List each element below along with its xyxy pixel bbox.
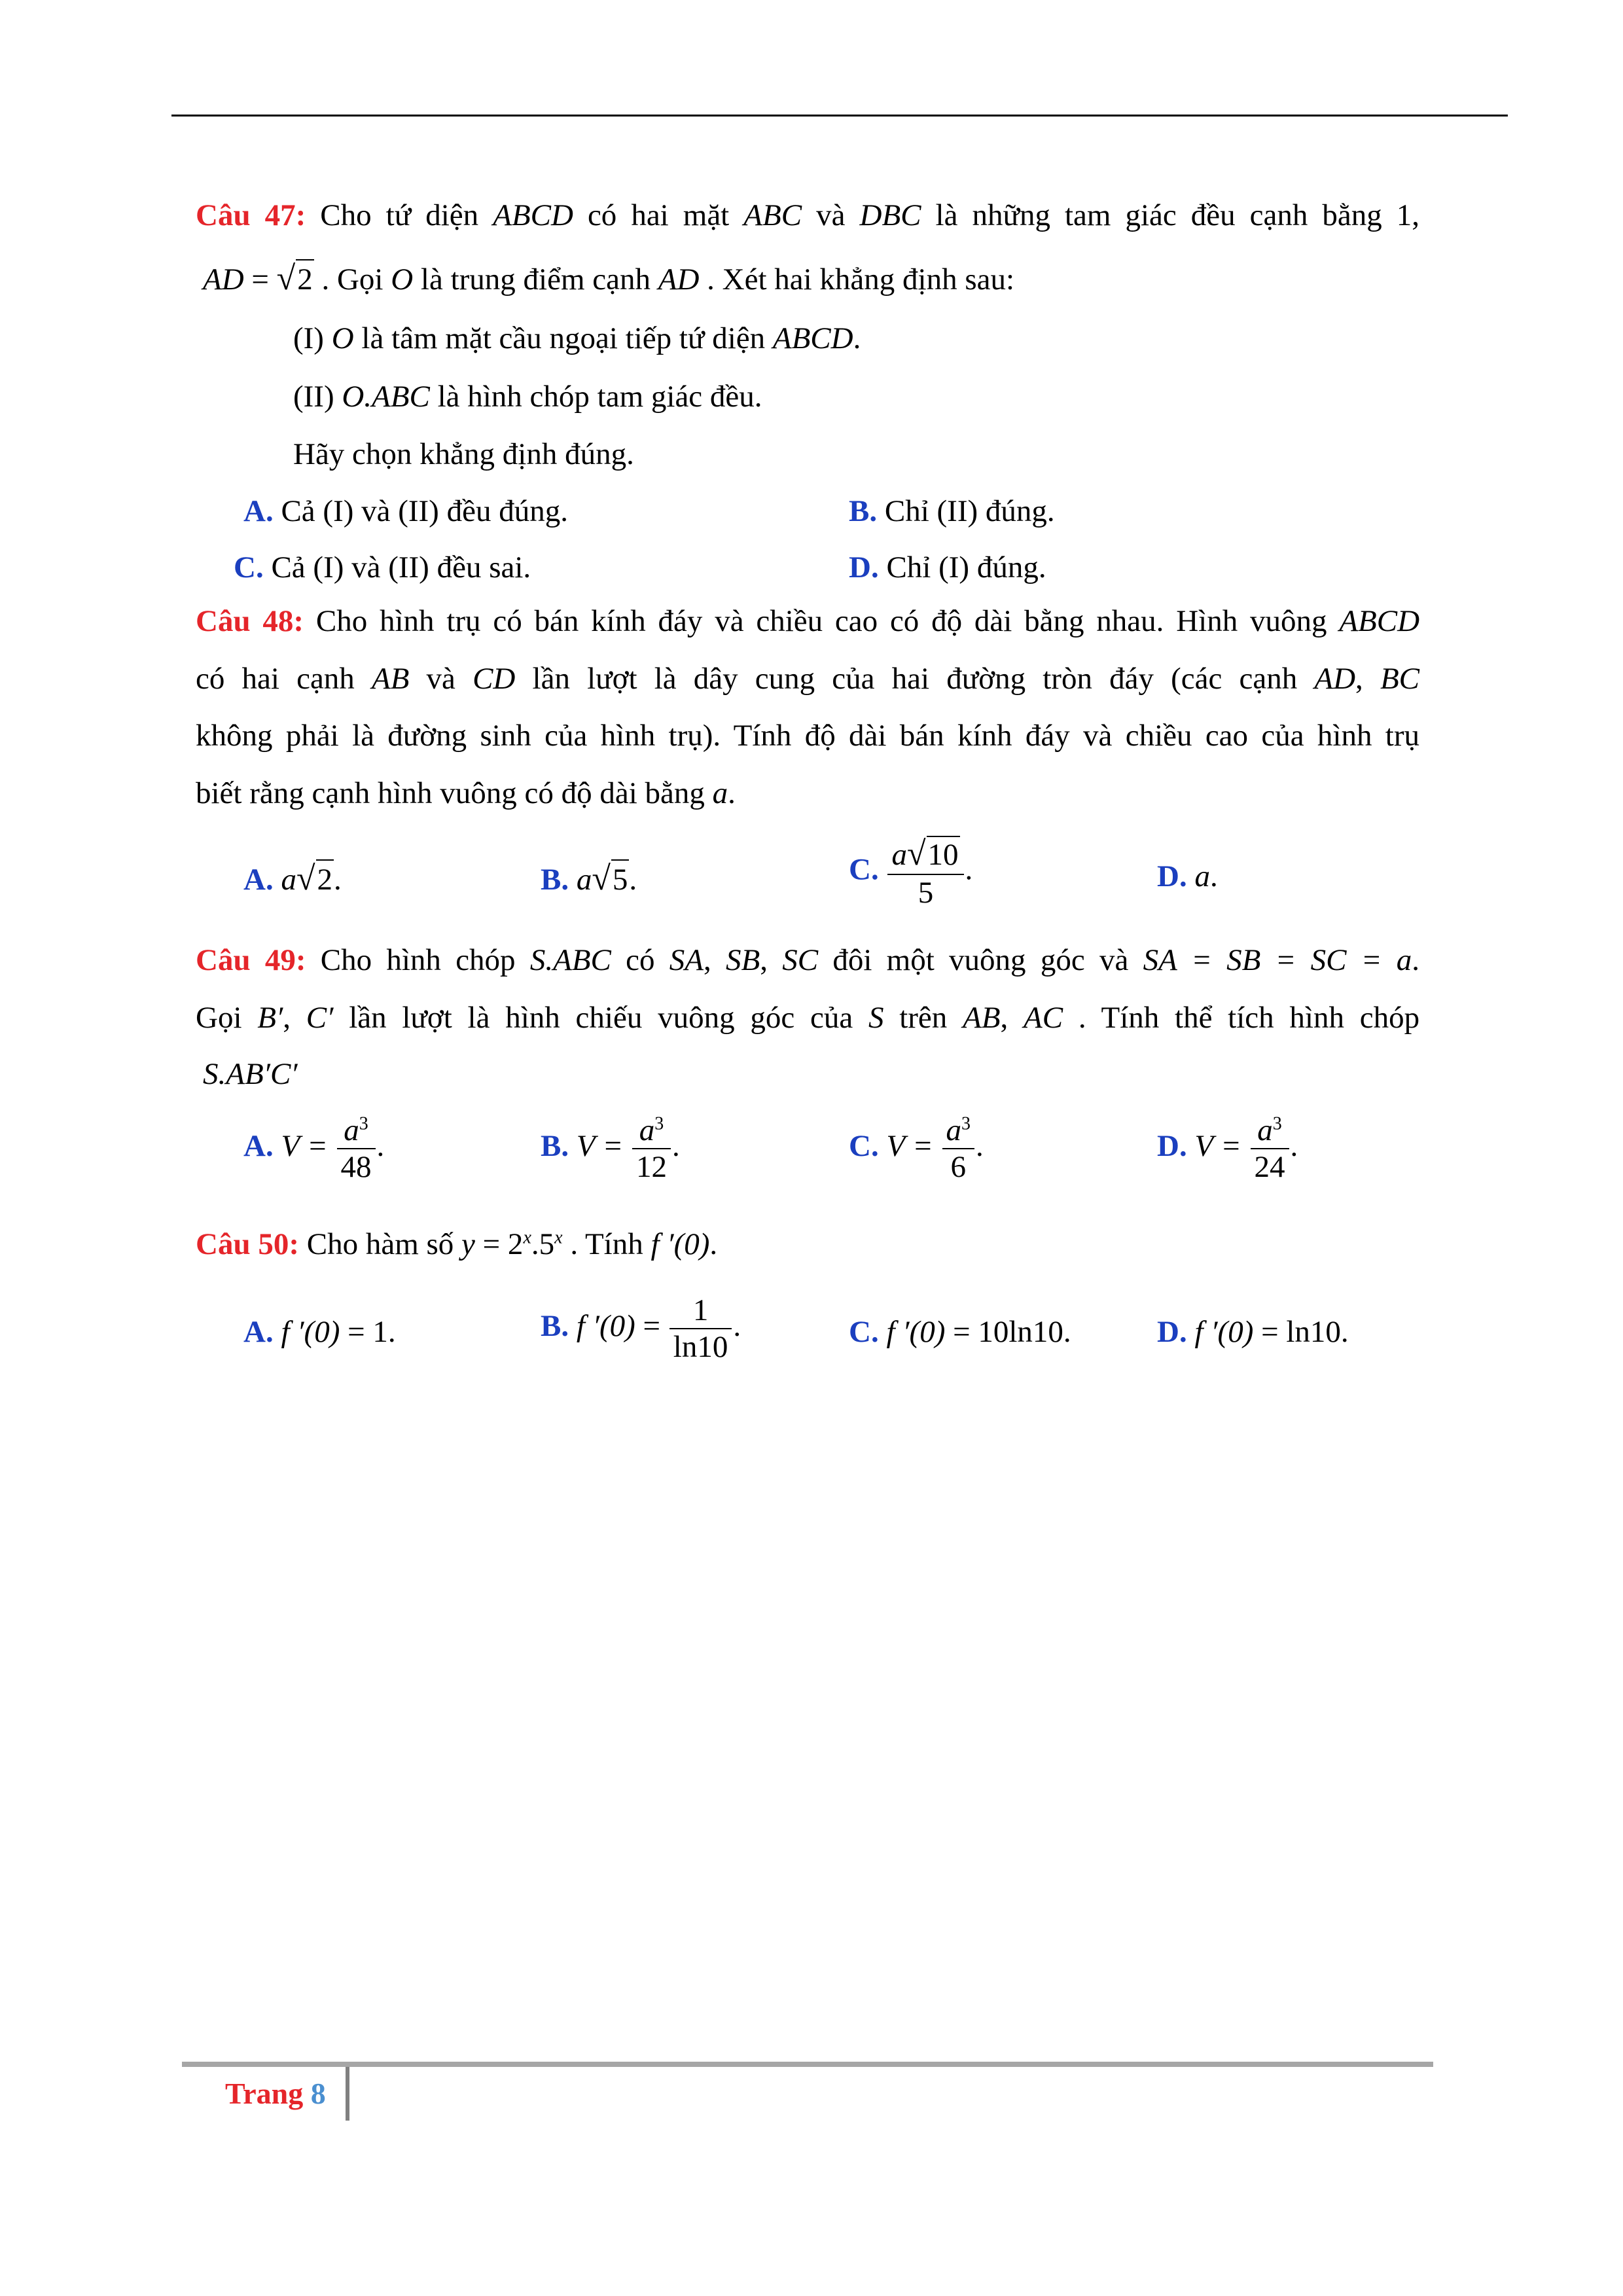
sqrt-symbol: √ bbox=[906, 835, 926, 872]
text: . bbox=[376, 1128, 385, 1163]
text: . bbox=[733, 1308, 741, 1343]
text: . Tính thể tích hình chóp bbox=[1078, 1001, 1420, 1035]
math: B′ bbox=[257, 1001, 283, 1035]
math: a bbox=[639, 1113, 655, 1147]
text: , bbox=[703, 943, 711, 977]
math: SA = SB = SC = a bbox=[1143, 943, 1412, 977]
fraction-numerator bbox=[887, 834, 963, 875]
math: AB bbox=[963, 1001, 1001, 1035]
exponent: x bbox=[554, 1227, 563, 1248]
option-label: C. bbox=[849, 852, 879, 887]
fraction-denominator: 24 bbox=[1254, 1150, 1285, 1185]
option-label: A. bbox=[243, 1128, 274, 1163]
fraction bbox=[887, 834, 963, 910]
math: f ′(0) bbox=[281, 1315, 340, 1349]
fraction bbox=[942, 1113, 975, 1185]
exponent: 3 bbox=[1272, 1113, 1282, 1134]
question-label: Câu 49: bbox=[196, 943, 306, 977]
fraction bbox=[337, 1113, 376, 1185]
math: ABCD bbox=[772, 321, 853, 355]
math: = ln10. bbox=[1261, 1315, 1349, 1349]
fraction bbox=[632, 1113, 671, 1185]
math: a bbox=[1194, 859, 1210, 893]
math: V = bbox=[281, 1128, 328, 1163]
sqrt-symbol: √ bbox=[592, 860, 611, 897]
text: . bbox=[1209, 859, 1218, 893]
text: , bbox=[760, 943, 768, 977]
text: là những tam giác đều cạnh bằng 1, bbox=[935, 198, 1420, 232]
page-footer bbox=[225, 2075, 326, 2113]
text: Cho hình trụ có bán kính đáy và chiều cao có độ dài bằng nhau. Hình vuông bbox=[315, 604, 1327, 638]
text: có hai cạnh bbox=[196, 662, 355, 696]
option-label: C. bbox=[849, 1128, 879, 1163]
math: AD bbox=[1314, 662, 1356, 696]
fraction-numerator: 1 bbox=[669, 1293, 732, 1329]
text: . bbox=[965, 852, 973, 887]
exponent: x bbox=[523, 1227, 531, 1248]
math: a bbox=[712, 776, 728, 810]
fraction-numerator bbox=[337, 1113, 376, 1149]
text: . bbox=[976, 1128, 984, 1163]
math: 10 bbox=[927, 836, 960, 872]
option-label: B. bbox=[541, 1308, 569, 1343]
text: , bbox=[1000, 1001, 1008, 1035]
q47-option-a[interactable] bbox=[243, 492, 568, 531]
text: , bbox=[283, 1001, 291, 1035]
q49-option-d[interactable] bbox=[1157, 1113, 1298, 1185]
math: DBC bbox=[859, 198, 921, 232]
math: .5 bbox=[531, 1227, 555, 1261]
header-rule bbox=[171, 115, 1508, 117]
text: . bbox=[853, 321, 861, 355]
exponent: 3 bbox=[961, 1113, 971, 1134]
text: . bbox=[1412, 943, 1419, 977]
q50-option-b[interactable] bbox=[541, 1293, 741, 1365]
text: Hãy chọn khẳng định đúng. bbox=[293, 437, 634, 471]
text: và bbox=[816, 198, 846, 232]
q48-line1 bbox=[196, 602, 1419, 641]
math-operator: = bbox=[643, 1308, 661, 1343]
math: AC bbox=[1024, 1001, 1063, 1035]
option-label: D. bbox=[849, 550, 879, 584]
q49-line2 bbox=[196, 999, 1419, 1037]
text: biết rằng cạnh hình vuông có độ dài bằng bbox=[196, 776, 705, 810]
math: SA bbox=[669, 943, 704, 977]
text: Gọi bbox=[196, 1001, 242, 1035]
fraction-numerator bbox=[632, 1113, 671, 1149]
q48-option-c[interactable] bbox=[849, 834, 972, 910]
math: ABCD bbox=[493, 198, 573, 232]
fraction-denominator: 48 bbox=[340, 1150, 372, 1185]
exponent: 3 bbox=[654, 1113, 664, 1134]
text: và bbox=[426, 662, 455, 696]
math: AD bbox=[203, 262, 244, 296]
sqrt-symbol: √ bbox=[276, 260, 296, 297]
q50-line1 bbox=[196, 1225, 717, 1264]
math: 2 bbox=[316, 859, 334, 899]
math: = 1. bbox=[348, 1315, 396, 1349]
q50-option-d[interactable] bbox=[1157, 1313, 1349, 1352]
text: . bbox=[629, 863, 637, 897]
q47-statement-3 bbox=[293, 435, 634, 474]
fraction-denominator: ln10 bbox=[673, 1330, 728, 1365]
math: a bbox=[344, 1113, 359, 1147]
math: O.ABC bbox=[342, 380, 430, 414]
option-label: A. bbox=[243, 1315, 274, 1349]
q49-option-b[interactable] bbox=[541, 1113, 680, 1185]
exponent: 3 bbox=[359, 1113, 368, 1134]
option-label: B. bbox=[849, 494, 878, 528]
fraction-denominator: 5 bbox=[918, 875, 934, 910]
math-operator: = bbox=[251, 262, 269, 296]
fraction bbox=[1251, 1113, 1289, 1185]
option-label: D. bbox=[1157, 1128, 1187, 1163]
text: (I) bbox=[293, 321, 324, 355]
q49-line3 bbox=[203, 1055, 298, 1094]
math: SC bbox=[782, 943, 819, 977]
math: S bbox=[868, 1001, 884, 1035]
math: O bbox=[331, 321, 354, 355]
math: S.AB′C′ bbox=[203, 1057, 298, 1091]
q47-option-c[interactable] bbox=[234, 548, 531, 587]
math: = 10ln10. bbox=[953, 1315, 1071, 1349]
option-label: C. bbox=[234, 550, 264, 584]
math: O bbox=[391, 262, 414, 296]
fraction-denominator: 12 bbox=[635, 1150, 667, 1185]
option-label: B. bbox=[541, 863, 569, 897]
option-text: Cả (I) và (II) đều sai. bbox=[271, 550, 531, 584]
option-text: Chỉ (I) đúng. bbox=[886, 550, 1046, 584]
text: là tâm mặt cầu ngoại tiếp tứ diện bbox=[361, 321, 766, 355]
q47-line2 bbox=[203, 257, 1014, 300]
q48-line2 bbox=[196, 660, 1419, 698]
q47-option-d[interactable] bbox=[849, 548, 1046, 587]
math: 5 bbox=[611, 859, 630, 899]
math: = 2 bbox=[482, 1227, 524, 1261]
q50-option-a[interactable] bbox=[243, 1313, 396, 1352]
math: BC bbox=[1380, 662, 1420, 696]
fraction-numerator bbox=[1251, 1113, 1289, 1149]
math: a bbox=[281, 863, 296, 897]
math: CD bbox=[473, 662, 516, 696]
text: lần lượt là dây cung của hai đường tròn đáy (các cạnh bbox=[532, 662, 1298, 696]
q50-option-c[interactable] bbox=[849, 1313, 1071, 1352]
q48-line3 bbox=[196, 717, 1419, 755]
math: y bbox=[461, 1227, 475, 1261]
option-label: A. bbox=[243, 494, 274, 528]
q48-line4 bbox=[196, 774, 736, 813]
option-text: Cả (I) và (II) đều đúng. bbox=[281, 494, 568, 528]
math: S.ABC bbox=[529, 943, 611, 977]
footer-rule bbox=[182, 2062, 1433, 2067]
q47-statement-1 bbox=[293, 319, 861, 358]
math: f ′(0) bbox=[651, 1227, 710, 1261]
math: 2 bbox=[296, 259, 314, 299]
q47-line1 bbox=[196, 196, 1419, 235]
q48-option-a[interactable] bbox=[243, 857, 342, 900]
text: là trung điểm cạnh bbox=[420, 262, 651, 296]
q47-option-b[interactable] bbox=[849, 492, 1055, 531]
math: V = bbox=[886, 1128, 933, 1163]
math: V = bbox=[576, 1128, 624, 1163]
math: a bbox=[576, 863, 592, 897]
fraction-numerator bbox=[942, 1113, 975, 1149]
text: lần lượt là hình chiếu vuông góc của bbox=[349, 1001, 853, 1035]
math: ABCD bbox=[1339, 604, 1420, 638]
text: . bbox=[728, 776, 736, 810]
text: , bbox=[1355, 662, 1363, 696]
q49-line1 bbox=[196, 941, 1419, 980]
q49-option-a[interactable] bbox=[243, 1113, 384, 1185]
q48-option-d[interactable] bbox=[1157, 857, 1218, 896]
math: ABC bbox=[743, 198, 802, 232]
fraction-denominator: 6 bbox=[950, 1150, 967, 1185]
text: . Gọi bbox=[321, 262, 383, 296]
text: có hai mặt bbox=[587, 198, 730, 232]
footer-divider bbox=[346, 2067, 349, 2121]
fraction bbox=[669, 1293, 732, 1365]
math: f ′(0) bbox=[1194, 1315, 1254, 1349]
text: không phải là đường sinh của hình trụ). Tính độ dài bán kính đáy và chiều cao của hình trụ bbox=[196, 719, 1419, 753]
text: . bbox=[709, 1227, 718, 1261]
math: a bbox=[946, 1113, 962, 1147]
question-label: Câu 47: bbox=[196, 198, 306, 232]
math: AD bbox=[658, 262, 700, 296]
math: C′ bbox=[306, 1001, 334, 1035]
text: có bbox=[626, 943, 655, 977]
math: SB bbox=[726, 943, 760, 977]
question-label: Câu 48: bbox=[196, 604, 304, 638]
text: trên bbox=[899, 1001, 948, 1035]
math: a bbox=[891, 838, 907, 872]
math: a bbox=[1257, 1113, 1273, 1147]
math: f ′(0) bbox=[886, 1315, 946, 1349]
option-label: D. bbox=[1157, 859, 1187, 893]
text: . bbox=[334, 863, 342, 897]
text: đôi một vuông góc và bbox=[832, 943, 1129, 977]
option-label: B. bbox=[541, 1128, 569, 1163]
sqrt-symbol: √ bbox=[296, 860, 315, 897]
page-number: 8 bbox=[310, 2077, 326, 2110]
q47-statement-2 bbox=[293, 378, 762, 416]
text: . Xét hai khẳng định sau: bbox=[707, 262, 1015, 296]
option-label: D. bbox=[1157, 1315, 1187, 1349]
text: Cho hàm số bbox=[306, 1227, 454, 1261]
page-label: Trang bbox=[225, 2077, 304, 2110]
text: là hình chóp tam giác đều. bbox=[437, 380, 762, 414]
option-label: A. bbox=[243, 863, 274, 897]
math: AB bbox=[371, 662, 410, 696]
math: V = bbox=[1194, 1128, 1241, 1163]
math: f ′(0) bbox=[576, 1308, 635, 1343]
option-text: Chỉ (II) đúng. bbox=[884, 494, 1055, 528]
text: Cho tứ diện bbox=[320, 198, 479, 232]
text: Cho hình chóp bbox=[320, 943, 516, 977]
text: . bbox=[671, 1128, 680, 1163]
text: . Tính bbox=[570, 1227, 643, 1261]
text: . bbox=[1290, 1128, 1298, 1163]
question-label: Câu 50: bbox=[196, 1227, 299, 1261]
q48-option-b[interactable] bbox=[541, 857, 637, 900]
option-label: C. bbox=[849, 1315, 879, 1349]
text: (II) bbox=[293, 380, 334, 414]
q49-option-c[interactable] bbox=[849, 1113, 984, 1185]
